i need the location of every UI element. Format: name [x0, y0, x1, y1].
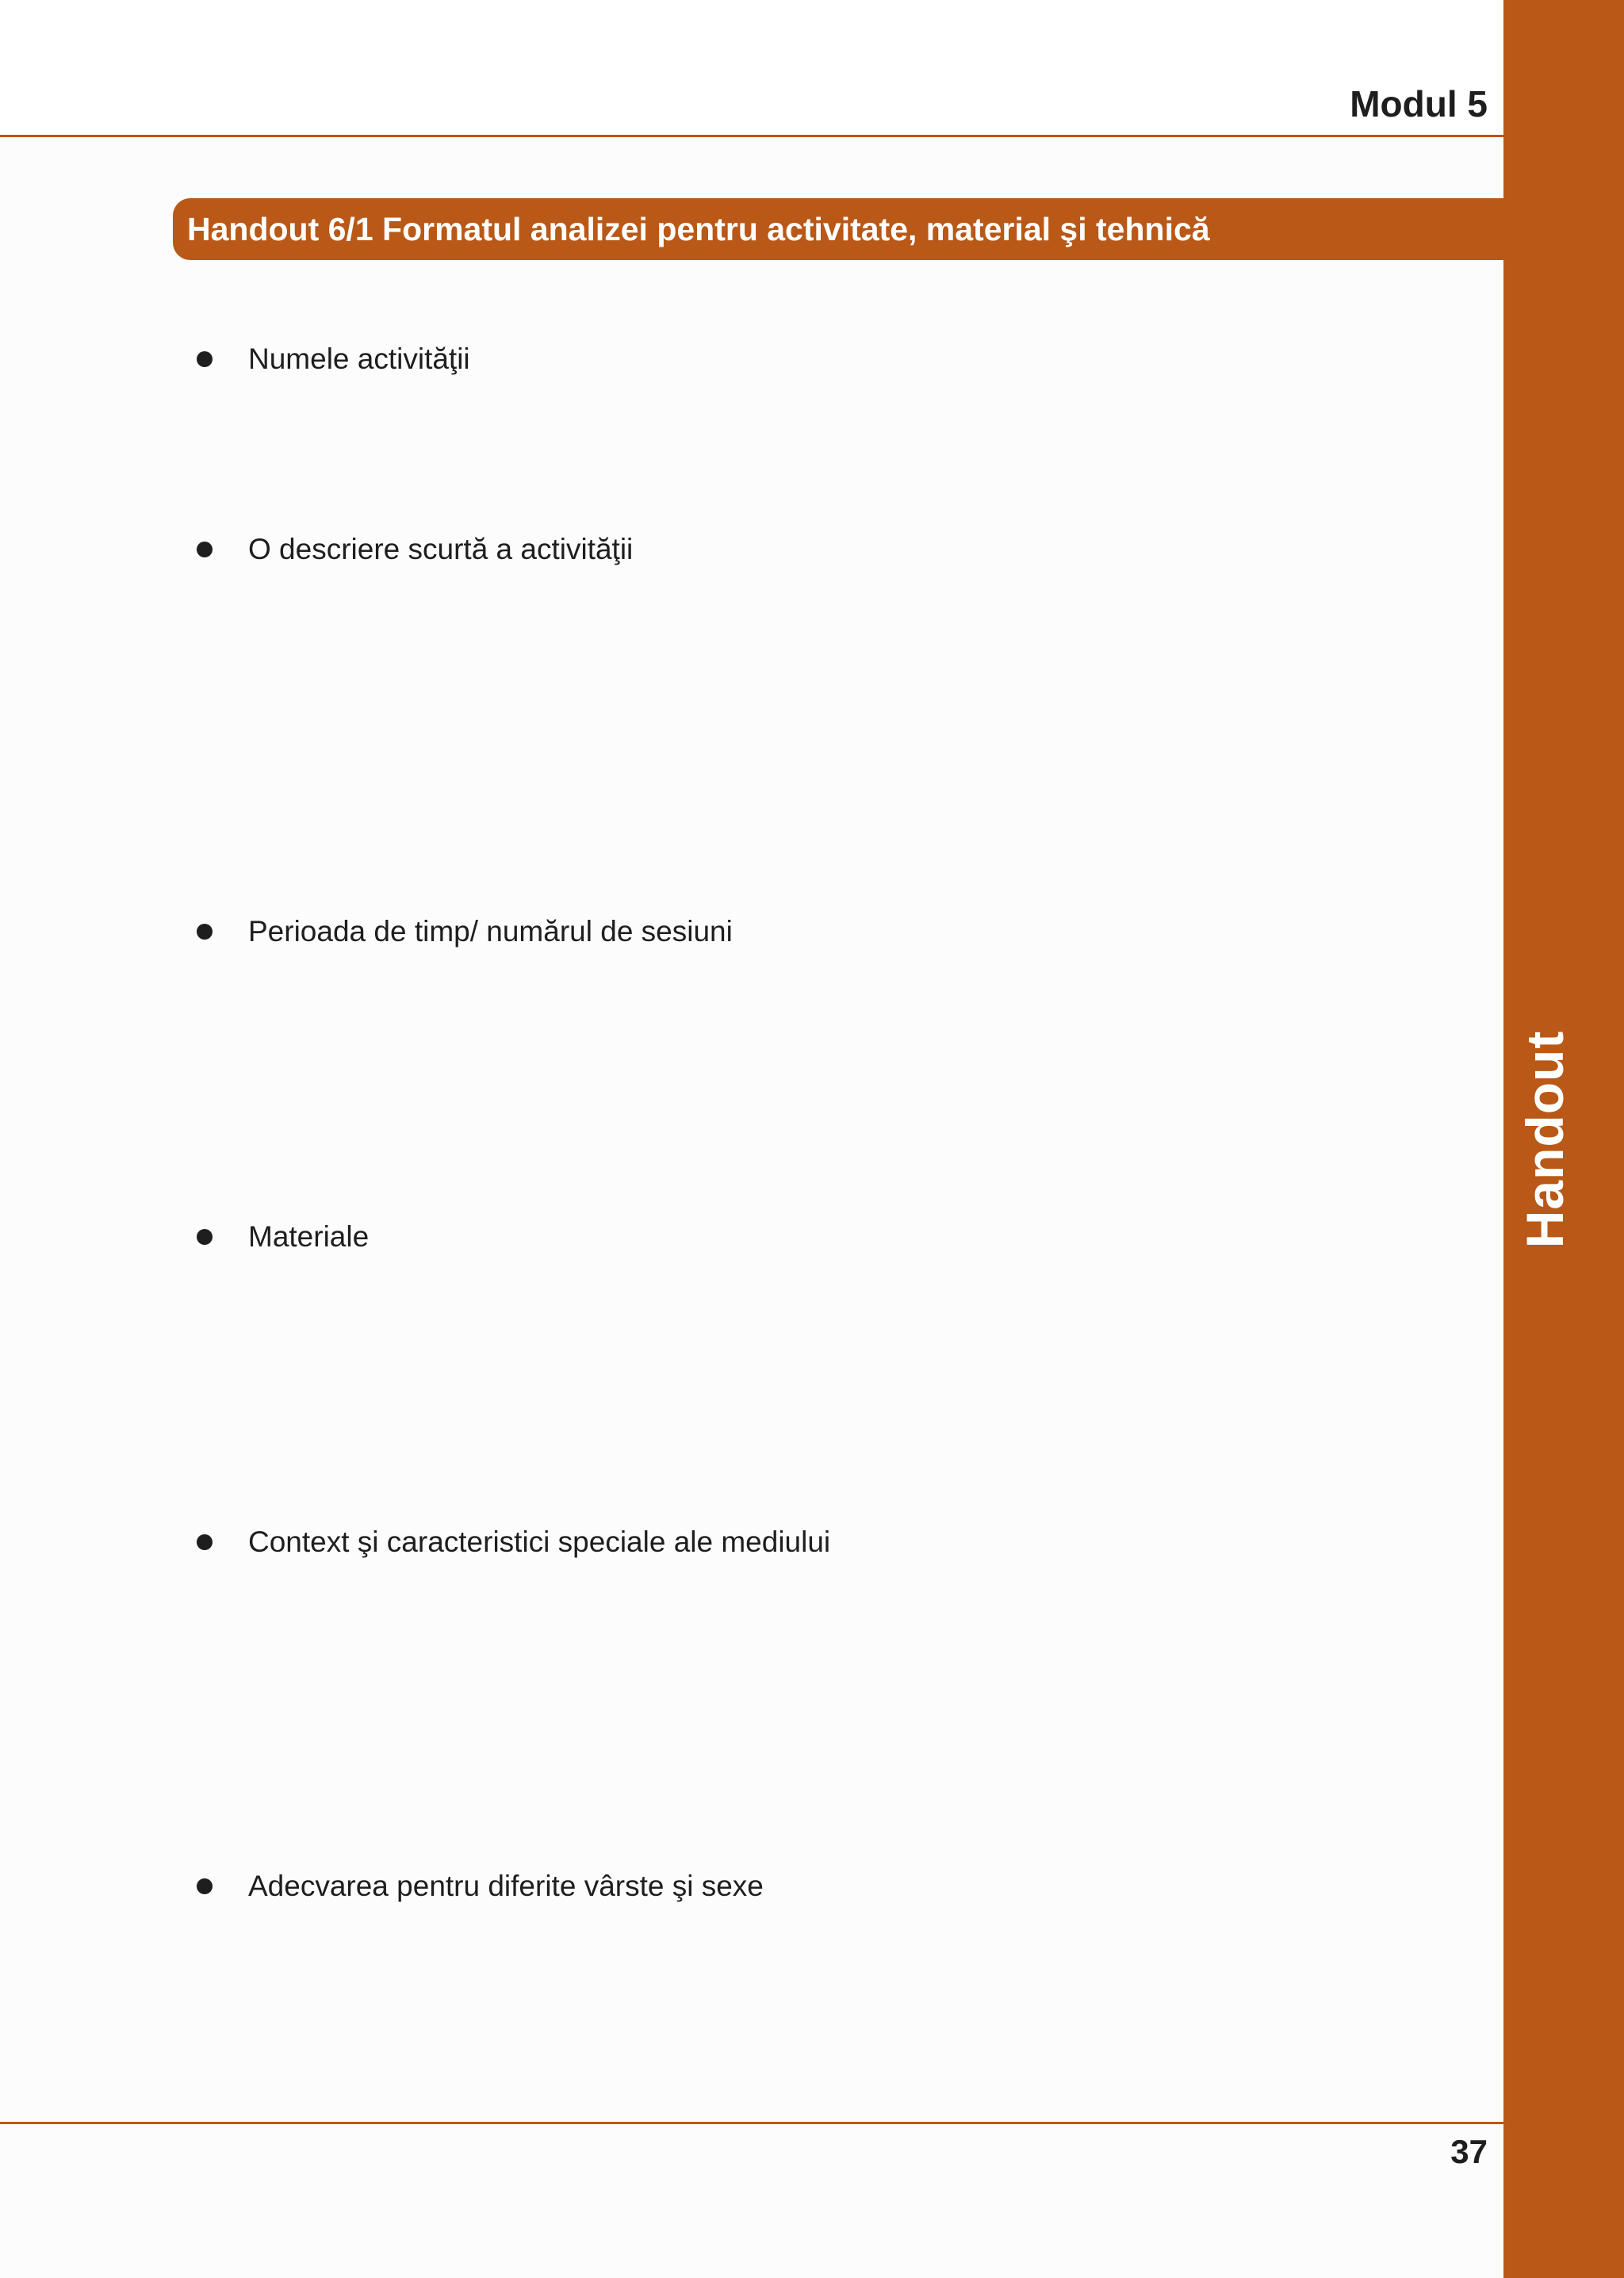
list-item — [197, 1217, 369, 1257]
list-item — [197, 339, 470, 379]
header-area — [0, 0, 1503, 136]
list-item-label: O descriere scurtă a activităţii — [248, 533, 634, 565]
module-title: Modul 5 — [1350, 83, 1488, 124]
footer-divider — [0, 2122, 1503, 2124]
list-item-label: Perioada de timp/ numărul de sesiuni — [248, 915, 733, 948]
bullet-icon — [197, 542, 213, 557]
list-item-label: Materiale — [248, 1220, 370, 1253]
handout-title-bar — [173, 198, 1503, 260]
bullet-icon — [197, 1229, 213, 1245]
handout-title: Handout 6/1 Formatul analizei pentru activitate, material şi tehnică — [187, 211, 1210, 247]
list-item-label: Adecvarea pentru diferite vârste şi sexe — [248, 1870, 764, 1902]
bullet-icon — [197, 351, 213, 367]
side-tab-label: Handout — [1515, 1030, 1574, 1249]
list-item — [197, 1522, 830, 1562]
list-item — [197, 1866, 764, 1906]
bullet-icon — [197, 1534, 213, 1550]
page-number: 37 — [1450, 2133, 1488, 2170]
list-item — [197, 912, 733, 951]
list-item-label: Context şi caracteristici speciale ale mediului — [248, 1526, 831, 1558]
bullet-icon — [197, 1878, 213, 1894]
list-item-label: Numele activităţii — [248, 343, 470, 375]
list-item — [197, 530, 633, 569]
bullet-icon — [197, 924, 213, 940]
header-divider — [0, 135, 1503, 137]
